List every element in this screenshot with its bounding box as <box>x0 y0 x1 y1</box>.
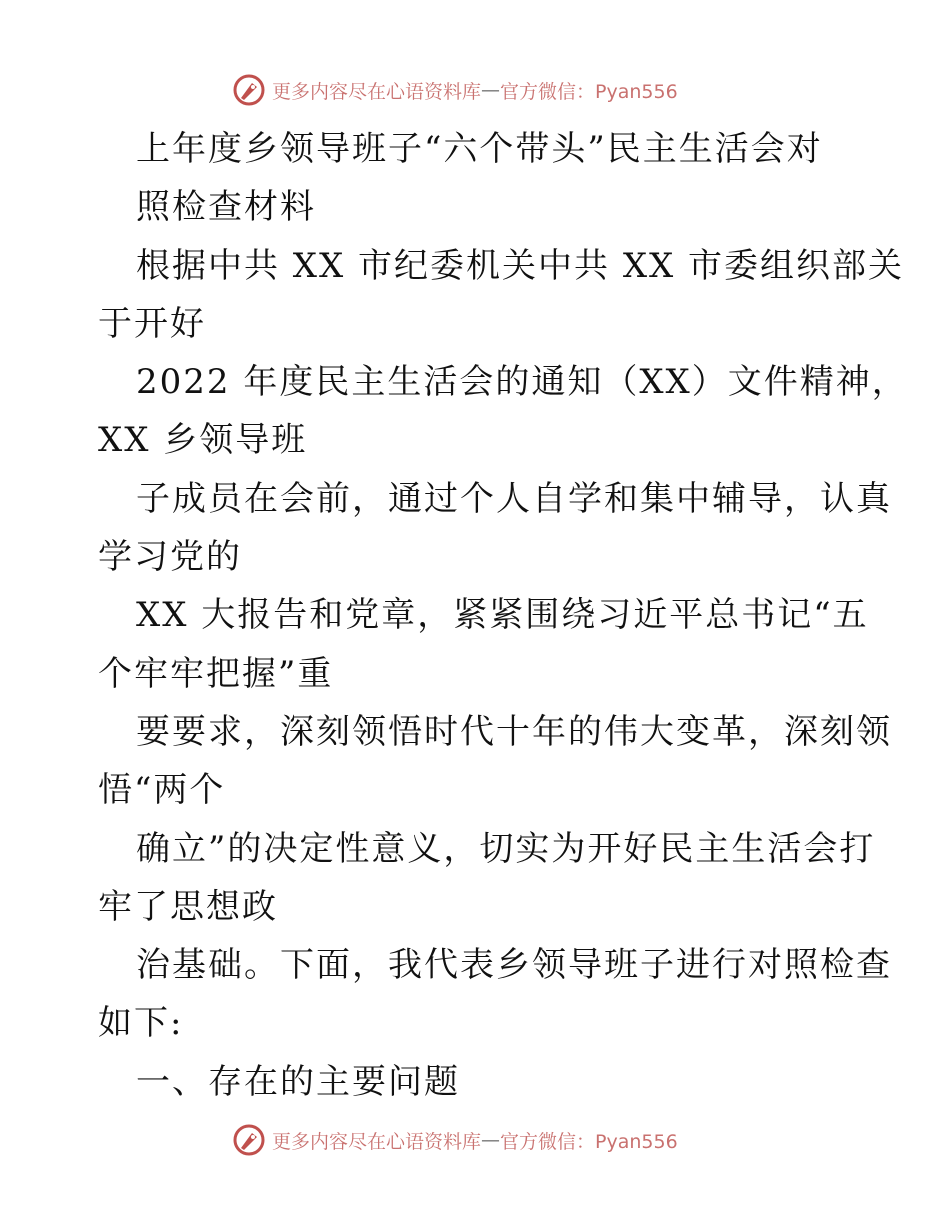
banner-contact: 官方微信：Pyan556 <box>500 1130 678 1153</box>
text-line: XX 乡领导班 <box>98 420 308 461</box>
banner-separator: — <box>481 1129 501 1151</box>
header-banner <box>232 70 732 110</box>
text-line: 根据中共 XX 市纪委机关中共 XX 市委组织部关 <box>136 245 905 286</box>
text-line: 牢了思想政 <box>98 886 278 927</box>
text-line: 个牢牢把握”重 <box>98 653 334 694</box>
banner-text: 更多内容尽在心语资料库 <box>272 1130 482 1153</box>
text-line: 于开好 <box>98 303 206 344</box>
text-line: 悟“两个 <box>98 770 226 811</box>
text-line: 学习党的 <box>98 537 242 578</box>
text-line: 照检查材料 <box>136 187 316 228</box>
pen-nib-logo-icon <box>232 1123 266 1157</box>
text-line: 如下: <box>98 1003 184 1044</box>
footer-banner <box>232 1120 732 1160</box>
banner-contact: 官方微信：Pyan556 <box>500 80 678 103</box>
text-line: 一、存在的主要问题 <box>136 1061 460 1102</box>
text-line: XX 大报告和党章，紧紧围绕习近平总书记“五 <box>136 595 869 636</box>
text-line: 要要求，深刻领悟时代十年的伟大变革，深刻领 <box>136 711 892 752</box>
pen-nib-logo-icon <box>232 73 266 107</box>
document-body <box>98 120 908 1111</box>
text-line: 确立”的决定性意义，切实为开好民主生活会打 <box>136 828 876 869</box>
text-line: 治基础。下面，我代表乡领导班子进行对照检查 <box>136 945 892 986</box>
banner-separator: — <box>481 79 501 101</box>
text-line: 2022 年度民主生活会的通知（XX）文件精神， <box>136 362 908 403</box>
banner-text: 更多内容尽在心语资料库 <box>272 80 482 103</box>
text-line: 子成员在会前，通过个人自学和集中辅导，认真 <box>136 478 892 519</box>
text-line: 上年度乡领导班子“六个带头”民主生活会对 <box>136 129 823 169</box>
